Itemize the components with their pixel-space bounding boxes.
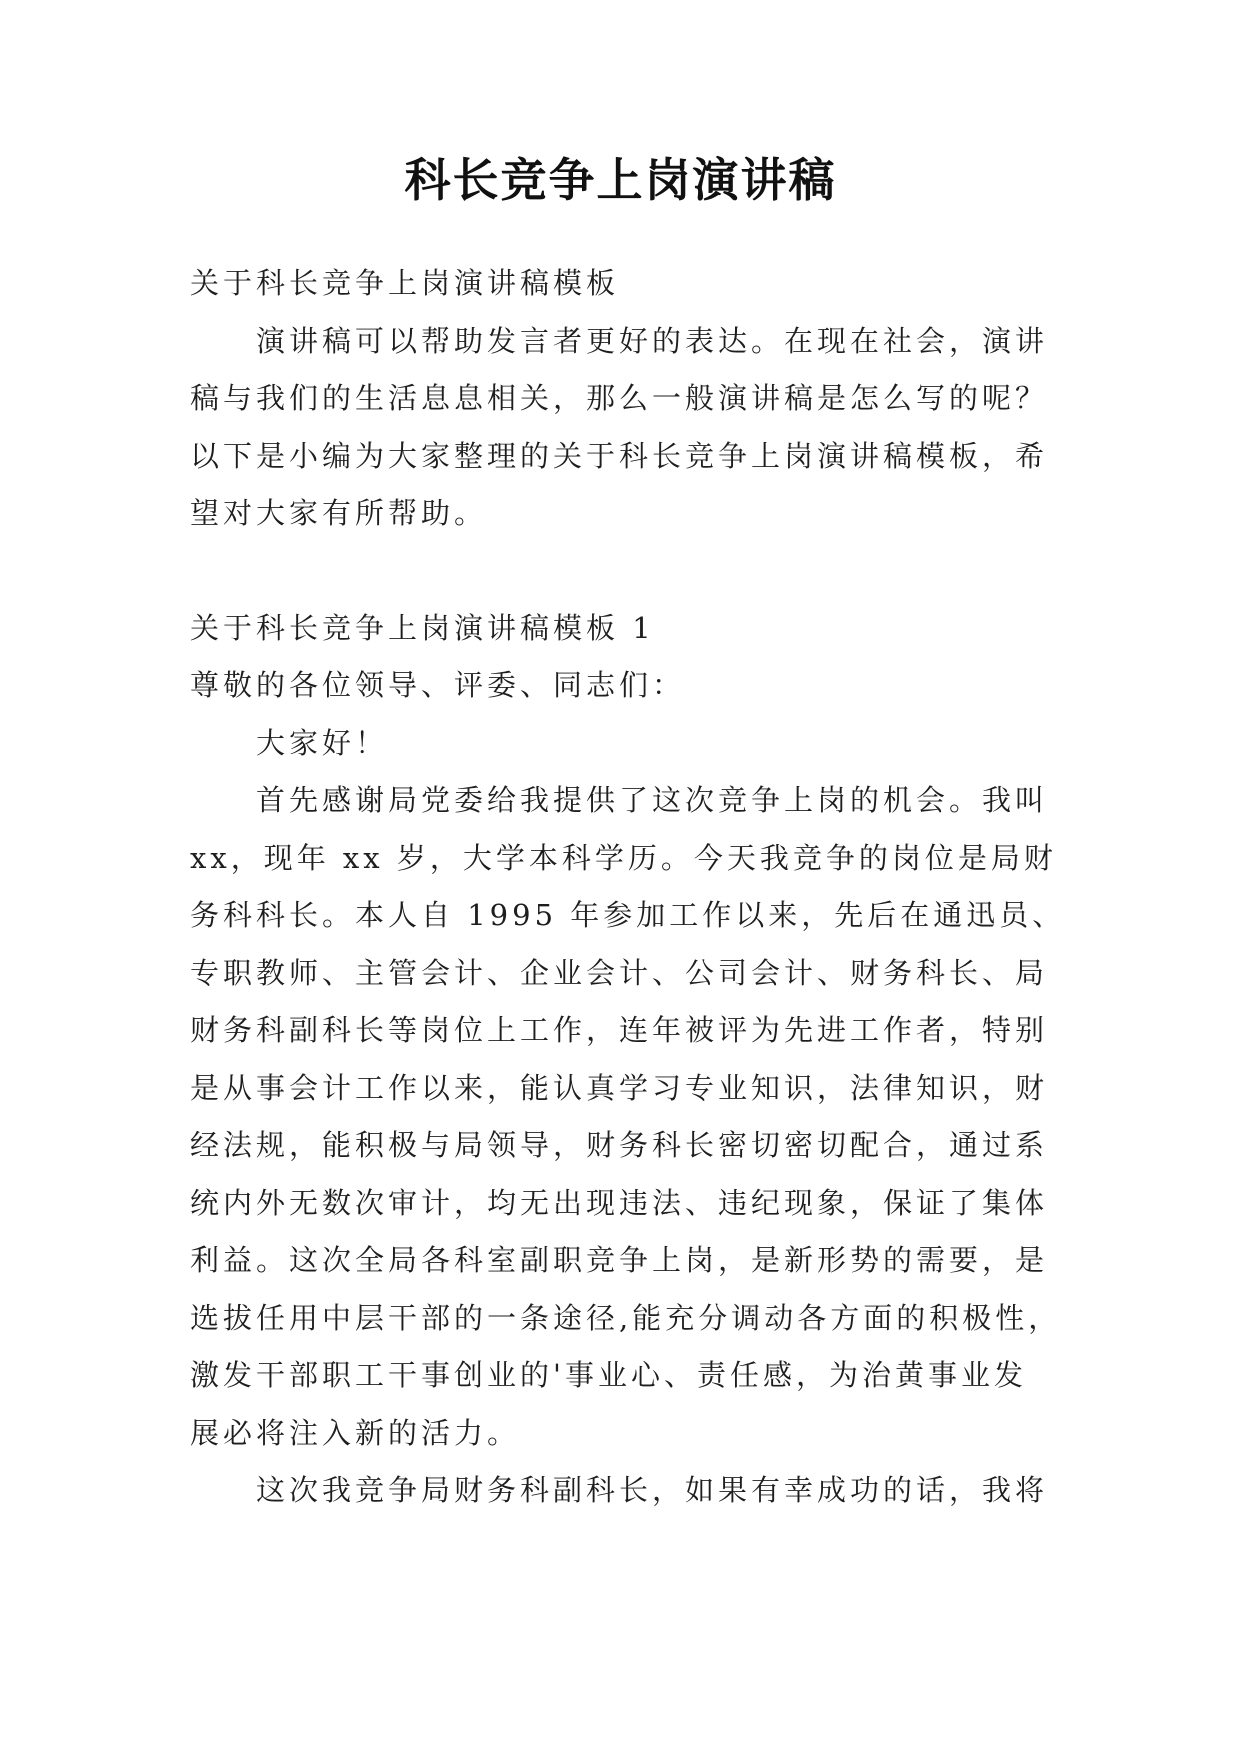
intro-paragraph-line: 望对大家有所帮助。 [190,496,488,530]
body-paragraph-line: 选拔任用中层干部的一条途径,能充分调动各方面的积极性， [190,1301,1062,1335]
subtitle-line: 关于科长竞争上岗演讲稿模板 [190,266,620,300]
body-paragraph-line: 统内外无数次审计，均无出现违法、违纪现象，保证了集体 [190,1186,1049,1220]
body-paragraph-line: 利益。这次全局各科室副职竞争上岗，是新形势的需要，是 [190,1243,1049,1277]
body-paragraph-line: 是从事会计工作以来，能认真学习专业知识，法律知识，财 [190,1071,1049,1105]
intro-paragraph-line: 以下是小编为大家整理的关于科长竞争上岗演讲稿模板，希 [190,439,1049,473]
salutation-line: 尊敬的各位领导、评委、同志们： [190,668,686,702]
body-paragraph-line: 展必将注入新的活力。 [190,1416,521,1450]
document-title: 科长竞争上岗演讲稿 [404,153,837,207]
body-paragraph-line: 专职教师、主管会计、企业会计、公司会计、财务科长、局 [190,956,1049,990]
body-paragraph-line: 经法规，能积极与局领导，财务科长密切密切配合，通过系 [190,1128,1049,1162]
body-paragraph-line: 务科科长。本人自 1995 年参加工作以来，先后在通迅员、 [190,898,1066,932]
intro-paragraph-line: 演讲稿可以帮助发言者更好的表达。在现在社会，演讲 [256,324,1049,358]
section-heading: 关于科长竞争上岗演讲稿模板 1 [190,611,655,645]
body-paragraph-line: xx，现年 xx 岁，大学本科学历。今天我竞争的岗位是局财 [190,841,1057,875]
body-paragraph-line: 这次我竞争局财务科副科长，如果有幸成功的话，我将 [256,1473,1049,1507]
intro-paragraph-line: 稿与我们的生活息息相关，那么一般演讲稿是怎么写的呢？ [190,381,1049,415]
body-paragraph-line: 激发干部职工干事创业的'事业心、责任感，为治黄事业发 [190,1358,1027,1392]
greeting-line: 大家好！ [256,726,389,760]
body-paragraph-line: 首先感谢局党委给我提供了这次竞争上岗的机会。我叫 [256,783,1049,817]
body-paragraph-line: 财务科副科长等岗位上工作，连年被评为先进工作者，特别 [190,1013,1049,1047]
